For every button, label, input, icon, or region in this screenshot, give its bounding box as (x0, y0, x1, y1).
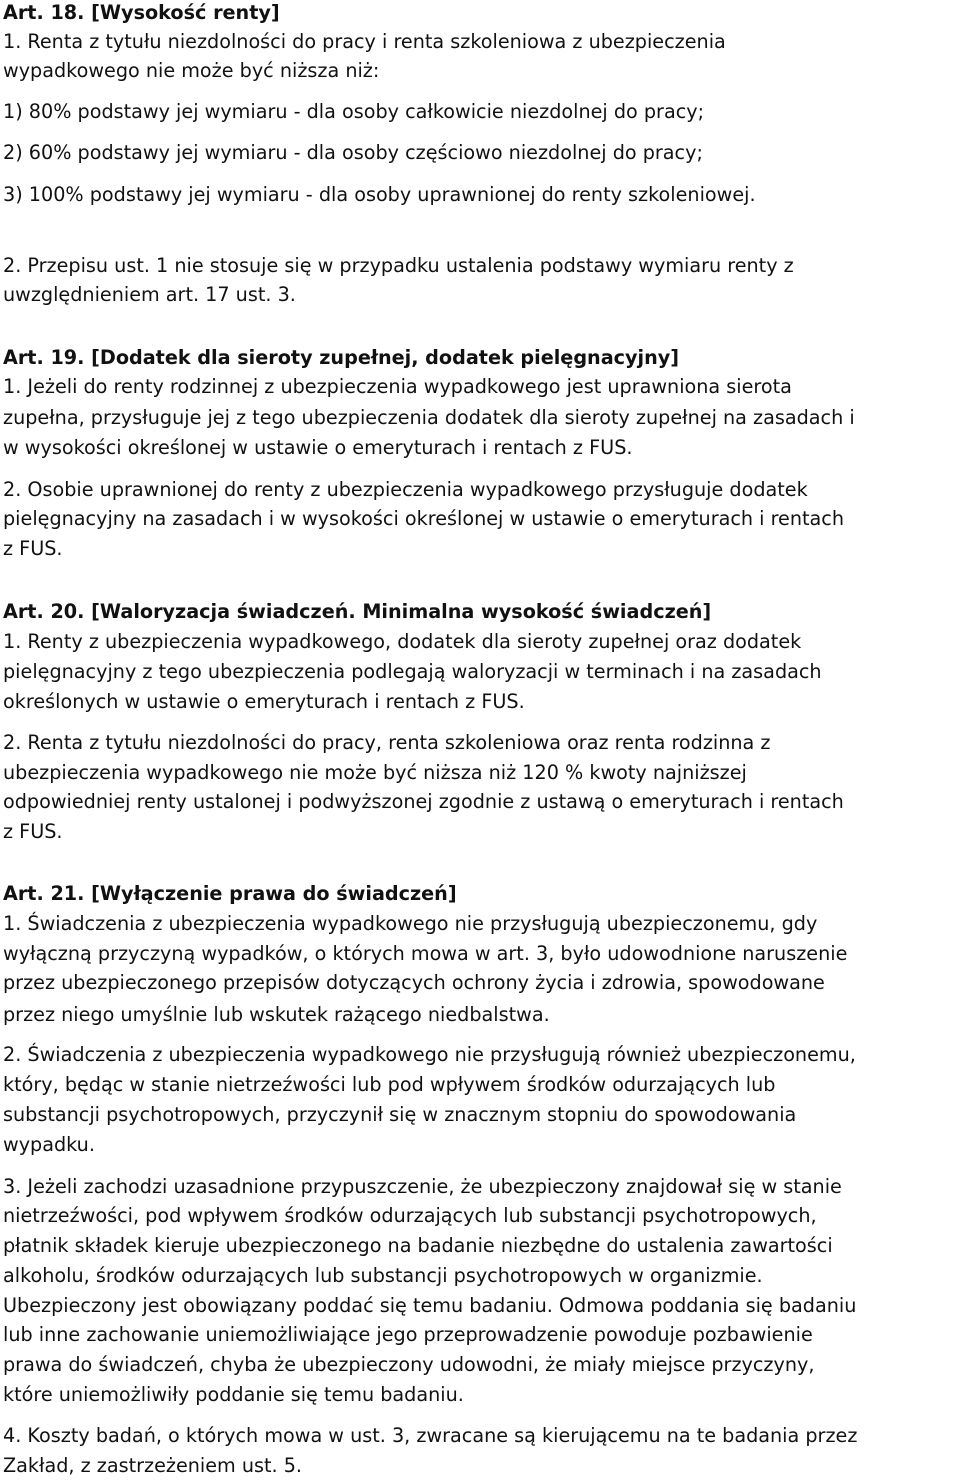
article-21-line: Zakład, z zastrzeżeniem ust. 5. (3, 1454, 303, 1477)
article-20-line: pielęgnacyjny z tego ubezpieczenia podlegają waloryzacji w terminach i na zasadach (3, 660, 822, 683)
article-19-line: 1. Jeżeli do renty rodzinnej z ubezpieczenia wypadkowego jest uprawniona sierota (3, 375, 792, 398)
article-21-line: które uniemożliwiły poddanie się temu badaniu. (3, 1383, 464, 1406)
article-18-line: uwzględnieniem art. 17 ust. 3. (3, 283, 296, 306)
article-20-line: z FUS. (3, 820, 63, 843)
article-20-heading: Art. 20. [Waloryzacja świadczeń. Minimalna wysokość świadczeń] (3, 600, 712, 623)
article-21-line: Ubezpieczony jest obowiązany poddać się temu badaniu. Odmowa poddania się badaniu (3, 1294, 857, 1317)
article-19-line: w wysokości określonej w ustawie o emeryturach i rentach z FUS. (3, 436, 633, 459)
article-19-line: z FUS. (3, 537, 63, 560)
article-19-line: zupełna, przysługuje jej z tego ubezpieczenia dodatek dla sieroty zupełnej na zasadach i (3, 406, 855, 429)
article-21-line: przez ubezpieczonego przepisów dotyczących ochrony życia i zdrowia, spowodowane (3, 971, 825, 994)
article-21-line: 2. Świadczenia z ubezpieczenia wypadkowego nie przysługują również ubezpieczonemu, (3, 1043, 856, 1066)
article-21-line: nietrzeźwości, pod wpływem środków odurzających lub substancji psychotropowych, (3, 1204, 817, 1227)
article-18-line: 1. Renta z tytułu niezdolności do pracy i renta szkoleniowa z ubezpieczenia (3, 30, 726, 53)
article-21-line: wyłączną przyczyną wypadków, o których mowa w art. 3, było udowodnione naruszenie (3, 942, 848, 965)
article-20-line: ubezpieczenia wypadkowego nie może być niższa niż 120 % kwoty najniższej (3, 761, 747, 784)
article-18-line: 2. Przepisu ust. 1 nie stosuje się w przypadku ustalenia podstawy wymiaru renty z (3, 254, 794, 277)
article-21-line: płatnik składek kieruje ubezpieczonego na badanie niezbędne do ustalenia zawartości (3, 1234, 833, 1257)
article-18-line: wypadkowego nie może być niższa niż: (3, 59, 380, 82)
article-21-line: lub inne zachowanie uniemożliwiające jego przeprowadzenie powoduje pozbawienie (3, 1323, 813, 1346)
article-21-line: prawa do świadczeń, chyba że ubezpieczony udowodni, że miały miejsce przyczyny, (3, 1353, 815, 1376)
article-21-line: alkoholu, środków odurzających lub substancji psychotropowych w organizmie. (3, 1264, 763, 1287)
article-18-line: 3) 100% podstawy jej wymiaru - dla osoby uprawnionej do renty szkoleniowej. (3, 183, 756, 206)
article-20-line: 2. Renta z tytułu niezdolności do pracy, renta szkoleniowa oraz renta rodzinna z (3, 731, 771, 754)
article-21-line: 4. Koszty badań, o których mowa w ust. 3, zwracane są kierującemu na te badania przez (3, 1424, 858, 1447)
article-21-line: 3. Jeżeli zachodzi uzasadnione przypuszczenie, że ubezpieczony znajdował się w stanie (3, 1175, 842, 1198)
article-21-line: który, będąc w stanie nietrzeźwości lub pod wpływem środków odurzających lub (3, 1073, 776, 1096)
article-21-line: przez niego umyślnie lub wskutek rażącego niedbalstwa. (3, 1003, 550, 1026)
article-21-line: substancji psychotropowych, przyczynił się w znacznym stopniu do spowodowania (3, 1103, 797, 1126)
article-21-heading: Art. 21. [Wyłączenie prawa do świadczeń] (3, 882, 457, 905)
article-19-line: pielęgnacyjny na zasadach i w wysokości określonej w ustawie o emeryturach i rentach (3, 507, 845, 530)
article-20-line: 1. Renty z ubezpieczenia wypadkowego, dodatek dla sieroty zupełnej oraz dodatek (3, 630, 802, 653)
article-18-heading: Art. 18. [Wysokość renty] (3, 1, 280, 24)
article-21-line: 1. Świadczenia z ubezpieczenia wypadkowego nie przysługują ubezpieczonemu, gdy (3, 912, 818, 935)
article-20-line: określonych w ustawie o emeryturach i rentach z FUS. (3, 690, 525, 713)
article-21-line: wypadku. (3, 1133, 95, 1156)
article-19-heading: Art. 19. [Dodatek dla sieroty zupełnej, dodatek pielęgnacyjny] (3, 346, 680, 369)
article-18-line: 1) 80% podstawy jej wymiaru - dla osoby całkowicie niezdolnej do pracy; (3, 100, 705, 123)
article-19-line: 2. Osobie uprawnionej do renty z ubezpieczenia wypadkowego przysługuje dodatek (3, 478, 808, 501)
article-18-line: 2) 60% podstawy jej wymiaru - dla osoby częściowo niezdolnej do pracy; (3, 141, 703, 164)
article-20-line: odpowiedniej renty ustalonej i podwyższonej zgodnie z ustawą o emeryturach i rentach (3, 790, 844, 813)
